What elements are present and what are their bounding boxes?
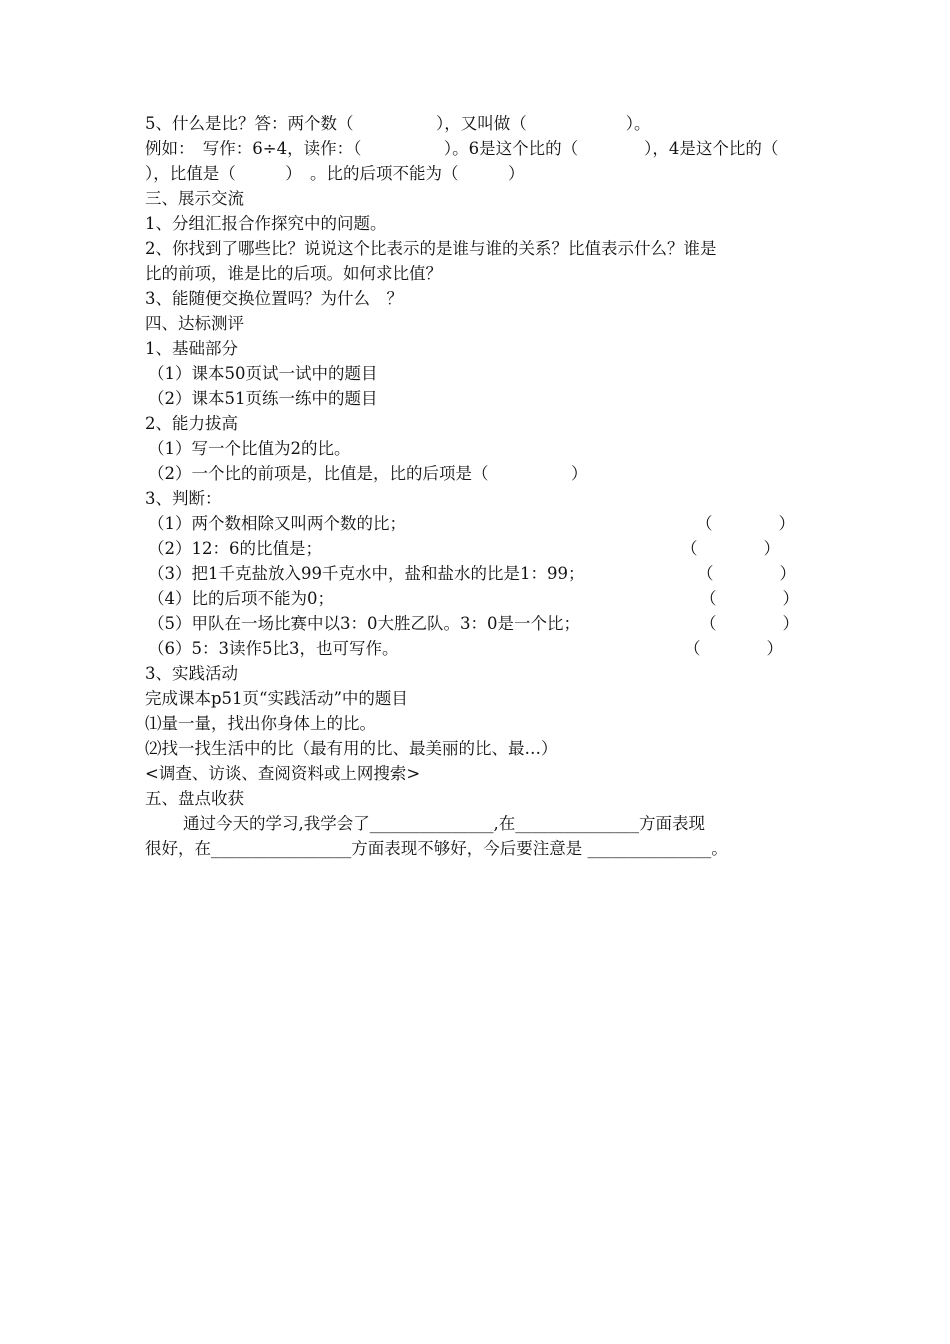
- practice-item-1: ⑴量一量，找出你身体上的比。: [145, 714, 376, 733]
- item-2-find-ratios: 2、你找到了哪些比？说说这个比表示的是谁与谁的关系？比值表示什么？谁是: [145, 239, 717, 258]
- example-line-2: ），比值是（ ） 。比的后项不能为（ ）: [145, 164, 525, 183]
- judgement-item-3: （3）把1千克盐放入99千克水中，盐和盐水的比是1：99；: [148, 564, 585, 583]
- judgement-heading: 3、判断：: [145, 489, 222, 508]
- item-1-group-report: 1、分组汇报合作探究中的问题。: [145, 214, 387, 233]
- judgement-item-4: （4）比的后项不能为0；: [148, 589, 334, 608]
- answer-paren-4: （ ）: [700, 589, 799, 608]
- answer-paren-5: （ ）: [700, 614, 799, 633]
- answer-paren-2: （ ）: [681, 539, 780, 558]
- item-3-swap-positions: 3、能随便交换位置吗？为什么 ？: [145, 289, 403, 308]
- judgement-item-5: （5）甲队在一场比赛中以3：0大胜乙队。3：0是一个比；: [148, 614, 580, 633]
- basic-item-1: （1）课本50页试一试中的题目: [148, 364, 378, 383]
- judgement-item-6: （6）5：3读作5比3，也可写作。: [148, 639, 399, 658]
- practice-item-2: ⑵找一找生活中的比（最有用的比、最美丽的比、最…）: [145, 739, 558, 758]
- ability-heading: 2、能力拔高: [145, 414, 238, 433]
- section-3-heading: 三、展示交流: [145, 189, 244, 208]
- practice-heading: 3、实践活动: [145, 664, 238, 683]
- section-5-heading: 五、盘点收获: [145, 789, 244, 808]
- summary-line-1: 通过今天的学习,我学会了_______________,在_______________方面表现: [183, 814, 705, 833]
- judgement-item-1: （1）两个数相除又叫两个数的比；: [148, 514, 406, 533]
- answer-paren-1: （ ）: [696, 514, 795, 533]
- example-line-1: 例如： 写作：6÷4，读作：（ ）。6是这个比的（ ），4是这个比的（: [145, 139, 779, 158]
- section-4-heading: 四、达标测评: [145, 314, 244, 333]
- answer-paren-3: （ ）: [697, 564, 796, 583]
- practice-instruction: 完成课本p51页“实践活动”中的题目: [145, 689, 408, 708]
- summary-line-2: 很好，在_________________方面表现不够好，今后要注意是 _______________。: [145, 839, 728, 858]
- judgement-item-2: （2）12：6的比值是；: [148, 539, 322, 558]
- answer-paren-6: （ ）: [684, 639, 783, 658]
- ability-item-1: （1）写一个比值为2的比。: [148, 439, 351, 458]
- practice-methods: <调查、访谈、查阅资料或上网搜索>: [145, 764, 421, 783]
- question-5-what-is-ratio: 5、什么是比？答：两个数（ ），又叫做（ ）。: [145, 114, 651, 133]
- basic-item-2: （2）课本51页练一练中的题目: [148, 389, 378, 408]
- item-2-continued: 比的前项，谁是比的后项。如何求比值？: [145, 264, 442, 283]
- basic-part-heading: 1、基础部分: [145, 339, 238, 358]
- ability-item-2: （2）一个比的前项是，比值是，比的后项是（ ）: [148, 464, 588, 483]
